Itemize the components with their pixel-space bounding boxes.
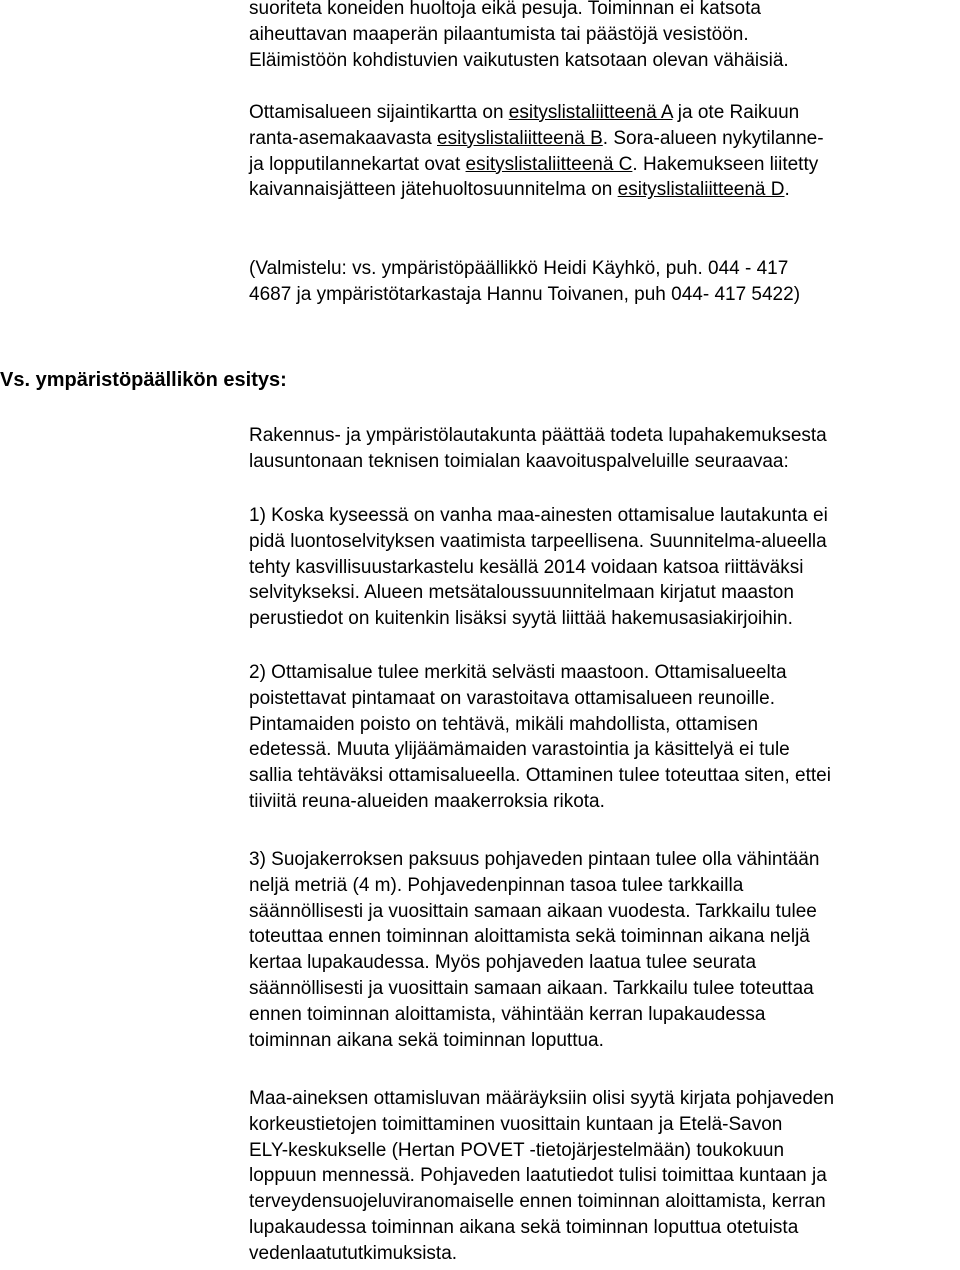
text-line: lausuntonaan teknisen toimialan kaavoituspalveluille seuraavaa: [249,450,789,472]
proposal-paragraph-5 [249,1086,960,1267]
text-segment: ranta-asemakaavasta [249,127,437,149]
text-line [249,177,960,203]
text-line: tiiviitä reuna-alueiden maakerroksia rikota. [249,790,605,812]
text-line: selvitykseksi. Alueen metsätaloussuunnitelmaan kirjatut maaston [249,582,794,604]
text-line: säännöllisesti ja vuosittain samaan aikaan. Tarkkailu tulee toteuttaa [249,977,814,999]
text-line: neljä metriä (4 m). Pohjavedenpinnan tasoa tulee tarkkailla [249,874,744,896]
intro-paragraph-1 [249,0,960,73]
text-line: 2) Ottamisalue tulee merkitä selvästi maastoon. Ottamisalueelta [249,662,787,683]
proposal-paragraph-4 [249,847,960,1053]
proposal-paragraph-1 [249,423,960,475]
attachment-b-link[interactable]: esityslistaliitteenä B [437,127,603,149]
text-segment: kaivannaisjätteen jätehuoltosuunnitelma on [249,179,618,201]
text-segment: Ottamisalueen sijaintikartta on [249,102,509,123]
text-line: Rakennus- ja ympäristölautakunta päättää todeta lupahakemuksesta [249,425,827,446]
text-line [249,126,960,152]
text-line: lupakaudessa toiminnan aikana sekä toiminnan loputtua otetuista [249,1216,799,1238]
text-segment: ja ote Raikuun [672,102,800,123]
text-line: sallia tehtäväksi ottamisalueella. Ottaminen tulee toteuttaa siten, ettei [249,765,831,787]
text-line [249,152,960,178]
text-line: Maa-aineksen ottamisluvan määräyksiin olisi syytä kirjata pohjaveden [249,1088,835,1109]
attachment-c-link[interactable]: esityslistaliitteenä C [465,153,633,175]
proposal-paragraph-2 [249,503,960,632]
attachment-a-link[interactable]: esityslistaliitteenä A [508,102,673,123]
text-line: tehty kasvillisuustarkastelu kesällä 2014 voidaan katsoa riittäväksi [249,556,804,578]
text-segment: . Sora-alueen nykytilanne- [602,127,824,149]
text-line: poistettavat pintamaat on varastoitava ottamisalueen reunoille. [249,687,775,709]
text-line: pidä luontoselvityksen vaatimista tarpeellisena. Suunnitelma-alueella [249,530,827,552]
proposal-heading: Vs. ympäristöpäällikön esitys: [0,369,287,391]
text-segment: . Hakemukseen liitetty [632,153,819,175]
text-segment: ja lopputilannekartat ovat [249,153,466,175]
text-line: toiminnan aikana sekä toiminnan loputtua. [249,1029,604,1051]
attachments-paragraph [249,100,960,203]
text-line [249,100,960,126]
text-line: 1) Koska kyseessä on vanha maa-ainesten ottamisalue lautakunta ei [249,505,828,526]
text-line: aiheuttavan maaperän pilaantumista tai päästöjä vesistöön. [249,23,749,45]
text-line: terveydensuojeluviranomaiselle ennen toiminnan aloittamista, kerran [249,1191,826,1213]
text-line: 3) Suojakerroksen paksuus pohjaveden pintaan tulee olla vähintään [249,849,820,870]
text-line: loppuun mennessä. Pohjaveden laatutiedot tulisi toimittaa kuntaan ja [249,1165,827,1187]
text-line: korkeustietojen toimittaminen vuosittain kuntaan ja Etelä-Savon [249,1113,783,1135]
text-line: säännöllisesti ja vuosittain samaan aikaan vuodesta. Tarkkailu tulee [249,900,817,922]
text-line: edetessä. Muuta ylijäämämaiden varastointia ja käsittelyä ei tule [249,739,790,761]
text-line: (Valmistelu: vs. ympäristöpäällikkö Heidi Käyhkö, puh. 044 - 417 [249,258,789,279]
text-line: vedenlaatututkimuksista. [249,1242,458,1264]
text-line: Eläimistöön kohdistuvien vaikutusten katsotaan olevan vähäisiä. [249,49,789,71]
text-line: suoriteta koneiden huoltoja eikä pesuja. Toiminnan ei katsota [249,0,761,19]
text-line: Pintamaiden poisto on tehtävä, mikäli mahdollista, ottamisen [249,713,759,735]
text-line: ELY-keskukselle (Hertan POVET -tietojärjestelmään) toukokuun [249,1139,785,1161]
text-line: 4687 ja ympäristötarkastaja Hannu Toivanen, puh 044- 417 5422) [249,283,801,305]
text-line: toteuttaa ennen toiminnan aloittamista sekä toiminnan aikana neljä [249,926,810,948]
text-line: kertaa lupakaudessa. Myös pohjaveden laatua tulee seurata [249,952,757,974]
text-line: perustiedot on kuitenkin lisäksi syytä liittää hakemusasiakirjoihin. [249,608,793,630]
text-segment: . [784,179,790,201]
preparation-note [249,256,960,308]
proposal-paragraph-3 [249,660,960,815]
attachment-d-link[interactable]: esityslistaliitteenä D [617,179,785,201]
text-line: ennen toiminnan aloittamista, vähintään kerran lupakaudessa [249,1003,766,1025]
